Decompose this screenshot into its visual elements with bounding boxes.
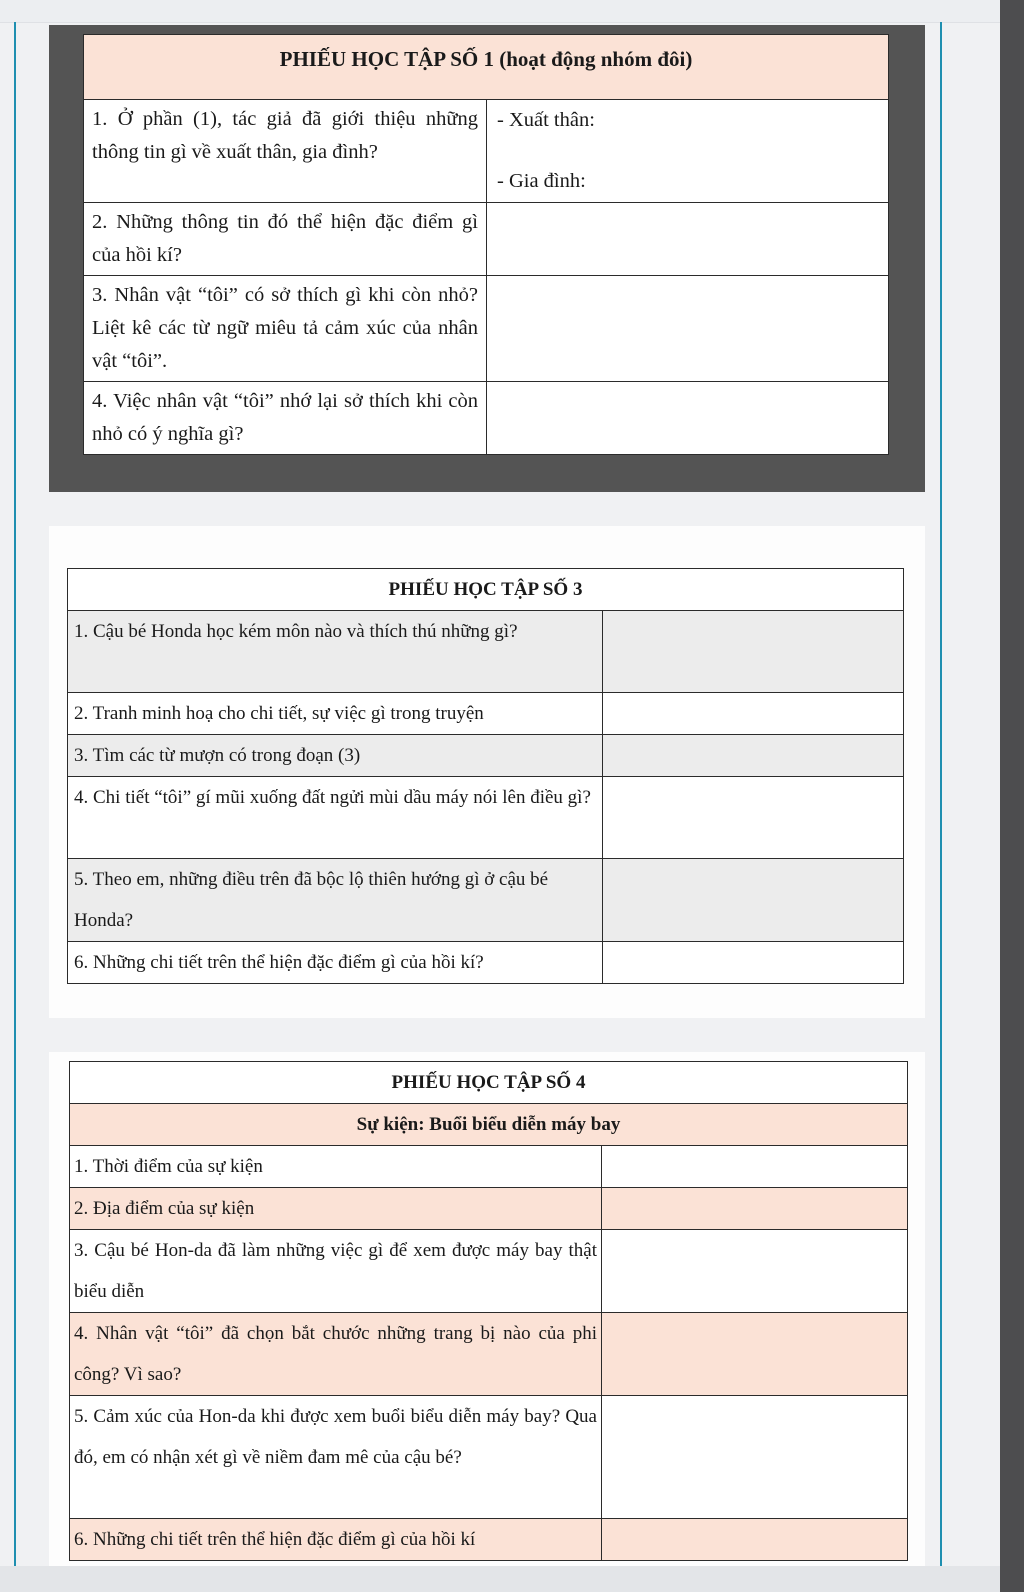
worksheet-1-answer-2 [487, 203, 889, 276]
worksheet-3-question-1: 1. Cậu bé Honda học kém môn nào và thích thú những gì? [68, 611, 603, 693]
worksheet-image-3[interactable] [49, 526, 925, 1018]
worksheet-4-answer-3 [602, 1230, 908, 1313]
worksheet-image-1[interactable] [49, 25, 925, 492]
worksheet-4-table [69, 1061, 908, 1561]
worksheet-4-question-3: 3. Cậu bé Hon-da đã làm những việc gì để xem được máy bay thật biểu diễn [70, 1230, 602, 1313]
worksheet-4-answer-2 [602, 1188, 908, 1230]
worksheet-1-question-2: 2. Những thông tin đó thể hiện đặc điểm gì của hồi kí? [84, 203, 487, 276]
worksheet-4-answer-6 [602, 1519, 908, 1561]
worksheet-3-answer-4 [603, 777, 904, 859]
worksheet-3-title: PHIẾU HỌC TẬP SỐ 3 [68, 569, 904, 611]
worksheet-3-question-3: 3. Tìm các từ mượn có trong đoạn (3) [68, 735, 603, 777]
worksheet-4-question-4: 4. Nhân vật “tôi” đã chọn bắt chước những trang bị nào của phi công? Vì sao? [70, 1313, 602, 1396]
worksheet-1-question-1: 1. Ở phần (1), tác giả đã giới thiệu những thông tin gì về xuất thân, gia đình? [84, 100, 487, 203]
worksheet-4-subtitle: Sự kiện: Buổi biểu diễn máy bay [70, 1104, 908, 1146]
worksheet-3-answer-3 [603, 735, 904, 777]
worksheet-3-answer-5 [603, 859, 904, 942]
worksheet-1-answer-1 [487, 100, 889, 203]
worksheet-3-answer-1 [603, 611, 904, 693]
worksheet-3-question-5: 5. Theo em, những điều trên đã bộc lộ thiên hướng gì ở cậu bé Honda? [68, 859, 603, 942]
left-guide-line [14, 22, 16, 1592]
worksheet-3-question-6: 6. Những chi tiết trên thể hiện đặc điểm gì của hồi kí? [68, 942, 603, 984]
worksheet-3-question-2: 2. Tranh minh hoạ cho chi tiết, sự việc gì trong truyện [68, 693, 603, 735]
worksheet-3-answer-2 [603, 693, 904, 735]
worksheet-3-question-4: 4. Chi tiết “tôi” gí mũi xuống đất ngửi mùi dầu máy nói lên điều gì? [68, 777, 603, 859]
worksheet-4-question-2: 2. Địa điểm của sự kiện [70, 1188, 602, 1230]
worksheet-4-answer-1 [602, 1146, 908, 1188]
worksheet-3-answer-6 [603, 942, 904, 984]
worksheet-4-answer-4 [602, 1313, 908, 1396]
worksheet-1-answer-4 [487, 382, 889, 455]
answer-xuat-than: - Xuất thân: [497, 109, 595, 131]
bottom-bar [0, 1566, 1000, 1592]
worksheet-4-question-6: 6. Những chi tiết trên thể hiện đặc điểm gì của hồi kí [70, 1519, 602, 1561]
worksheet-1-question-4: 4. Việc nhân vật “tôi” nhớ lại sở thích khi còn nhỏ có ý nghĩa gì? [84, 382, 487, 455]
worksheet-4-question-1: 1. Thời điểm của sự kiện [70, 1146, 602, 1188]
worksheet-4-title: PHIẾU HỌC TẬP SỐ 4 [70, 1062, 908, 1104]
answer-gia-dinh: - Gia đình: [497, 170, 586, 192]
scrollbar-track[interactable] [1000, 0, 1024, 1592]
worksheet-1-answer-3 [487, 276, 889, 382]
worksheet-1-table [83, 34, 889, 455]
worksheet-1-question-3: 3. Nhân vật “tôi” có sở thích gì khi còn nhỏ? Liệt kê các từ ngữ miêu tả cảm xúc của nhân vật “tôi”. [84, 276, 487, 382]
worksheet-3-table [67, 568, 904, 984]
worksheet-image-4[interactable] [49, 1052, 925, 1566]
worksheet-4-question-5: 5. Cảm xúc của Hon-da khi được xem buổi biểu diễn máy bay? Qua đó, em có nhận xét gì về niềm đam mê của cậu bé? [70, 1396, 602, 1519]
worksheet-1-title: PHIẾU HỌC TẬP SỐ 1 (hoạt động nhóm đôi) [84, 35, 889, 100]
top-bar [0, 0, 1000, 23]
right-guide-line [940, 22, 942, 1592]
worksheet-4-answer-5 [602, 1396, 908, 1519]
